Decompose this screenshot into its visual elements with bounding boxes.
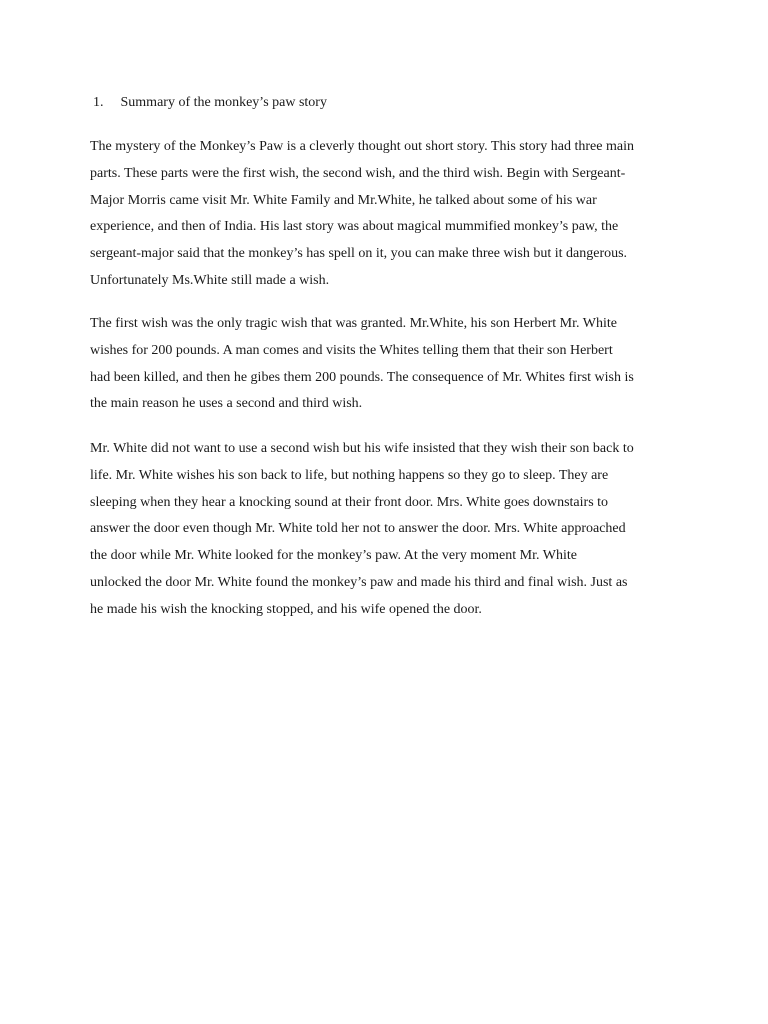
paragraph-line: The mystery of the Monkey’s Paw is a cleverly thought out short story. This story had three main [90, 139, 634, 154]
paragraph-line: answer the door even though Mr. White told her not to answer the door. Mrs. White approached [90, 521, 626, 537]
paragraph-line: had been killed, and then he gibes them 200 pounds. The consequence of Mr. Whites first wish is [90, 369, 634, 385]
section-heading [93, 93, 327, 113]
paragraph-line: Major Morris came visit Mr. White Family and Mr.White, he talked about some of his war [90, 192, 597, 208]
paragraph-first-wish [90, 311, 690, 418]
paragraph-line: the door while Mr. White looked for the monkey’s paw. At the very moment Mr. White [90, 548, 577, 564]
paragraph-line: parts. These parts were the first wish, the second wish, and the third wish. Begin with Sergeant- [90, 165, 626, 181]
paragraph-line: wishes for 200 pounds. A man comes and visits the Whites telling them that their son Herbert [90, 342, 613, 358]
paragraph-line: Unfortunately Ms.White still made a wish. [90, 272, 330, 288]
paragraph-line: sleeping when they hear a knocking sound at their front door. Mrs. White goes downstairs to [90, 494, 609, 510]
paragraph-line: experience, and then of India. His last story was about magical mummified monkey’s paw, the [90, 219, 619, 235]
paragraph-line: life. Mr. White wishes his son back to life, but nothing happens so they go to sleep. They are [90, 467, 609, 483]
paragraph-line: sergeant-major said that the monkey’s has spell on it, you can make three wish but it dangerous. [90, 246, 628, 262]
paragraph-line: he made his wish the knocking stopped, and his wife opened the door. [90, 601, 482, 617]
paragraph-line: unlocked the door Mr. White found the monkey’s paw and made his third and final wish. Just as [90, 574, 628, 590]
paragraph-line: Mr. White did not want to use a second wish but his wife insisted that they wish their son back to [90, 441, 634, 456]
heading-title: Summary of the monkey’s paw story [120, 95, 327, 110]
paragraph-line: The first wish was the only tragic wish that was granted. Mr.White, his son Herbert Mr. White [90, 316, 617, 331]
paragraph-line: the main reason he uses a second and third wish. [90, 396, 363, 412]
paragraph-second-third-wish [90, 436, 690, 624]
paragraph-introduction [90, 134, 690, 295]
heading-number: 1. [93, 95, 104, 110]
